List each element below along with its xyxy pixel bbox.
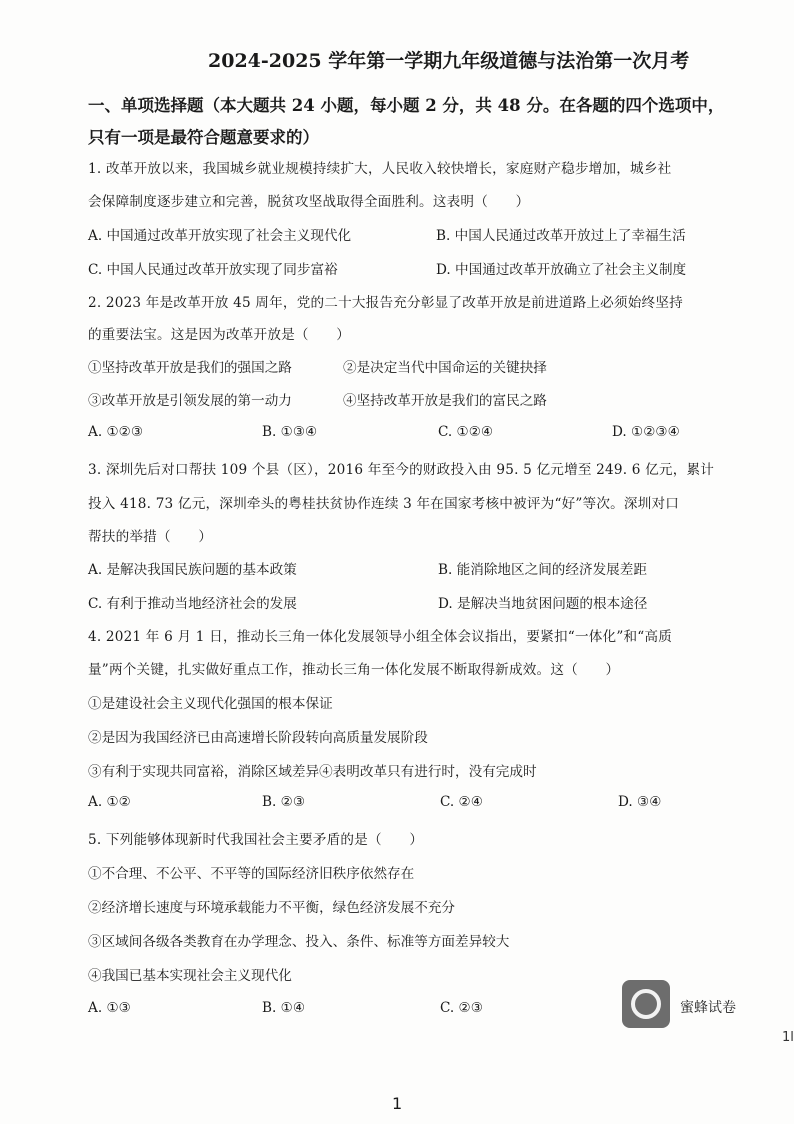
watermark-text: 蜜蜂试卷 (680, 1000, 736, 1016)
q1-option-d: D. 中国通过改革开放确立了社会主义制度 (436, 262, 687, 278)
q1-option-c: C. 中国人民通过改革开放实现了同步富裕 (88, 262, 338, 278)
q5-statement-2: ②经济增长速度与环境承载能力不平衡，绿色经济发展不充分 (88, 900, 456, 916)
q2-statement-4: ④坚持改革开放是我们的富民之路 (343, 393, 547, 409)
exam-title: 2024-2025 学年第一学期九年级道德与法治第一次月考 (208, 50, 690, 72)
q5-statement-3: ③区域间各级各类教育在办学理念、投入、条件、标准等方面差异较大 (88, 934, 510, 950)
q5-option-a: A. ①③ (88, 1000, 131, 1016)
page-number: 1 (392, 1094, 403, 1113)
q3-stem-line-3: 帮扶的举措（ ） (88, 529, 213, 545)
q4-option-b: B. ②③ (262, 794, 306, 810)
q2-stem-line-2: 的重要法宝。这是因为改革开放是（ ） (88, 327, 351, 343)
q4-statement-2: ②是因为我国经济已由高速增长阶段转向高质量发展阶段 (88, 730, 428, 746)
q4-option-a: A. ①② (88, 794, 131, 810)
section-heading-line-2: 只有一项是最符合题意要求的） (88, 128, 319, 147)
q4-stem-line-2: 量”两个关键，扎实做好重点工作，推动长三角一体化发展不断取得新成效。这（ ） (88, 662, 620, 678)
q5-stem-line-1: 5. 下列能够体现新时代我国社会主要矛盾的是（ ） (88, 832, 424, 848)
q5-option-c: C. ②③ (440, 1000, 483, 1016)
q3-option-b: B. 能消除地区之间的经济发展差距 (438, 562, 647, 578)
q2-option-a: A. ①②③ (88, 424, 144, 440)
q1-option-a: A. 中国通过改革开放实现了社会主义现代化 (88, 228, 352, 244)
q1-option-b: B. 中国人民通过改革开放过上了幸福生活 (436, 228, 686, 244)
q5-statement-4: ④我国已基本实现社会主义现代化 (88, 968, 292, 984)
q3-option-c: C. 有利于推动当地经济社会的发展 (88, 596, 297, 612)
q4-stem-line-1: 4. 2021 年 6 月 1 日，推动长三角一体化发展领导小组全体会议指出，要紧扣“一体化”和“高质 (88, 629, 673, 645)
q3-option-a: A. 是解决我国民族问题的基本政策 (88, 562, 297, 578)
q3-option-d: D. 是解决当地贫困问题的根本途径 (438, 596, 648, 612)
bee-logo-icon (622, 980, 670, 1028)
q2-stem-line-1: 2. 2023 年是改革开放 45 周年，党的二十大报告充分彰显了改革开放是前进道路上必须始终坚持 (88, 295, 683, 311)
q5-option-b: B. ①④ (262, 1000, 306, 1016)
q2-statement-2: ②是决定当代中国命运的关键抉择 (343, 360, 547, 376)
q5-statement-1: ①不合理、不公平、不平等的国际经济旧秩序依然存在 (88, 866, 415, 882)
q1-stem-line-1: 1. 改革开放以来，我国城乡就业规模持续扩大，人民收入较快增长，家庭财产稳步增加，城乡社 (88, 161, 672, 177)
q3-stem-line-2: 投入 418. 73 亿元，深圳牵头的粤桂扶贫协作连续 3 年在国家考核中被评为“好”等次。深圳对口 (88, 496, 680, 512)
edge-mark: 1l (782, 1030, 794, 1045)
q1-stem-line-2: 会保障制度逐步建立和完善，脱贫攻坚战取得全面胜利。这表明（ ） (88, 194, 530, 210)
q4-option-c: C. ②④ (440, 794, 483, 810)
q4-statement-1: ①是建设社会主义现代化强国的根本保证 (88, 696, 333, 712)
q2-statement-3: ③改革开放是引领发展的第一动力 (88, 393, 292, 409)
q2-option-c: C. ①②④ (438, 424, 494, 440)
q2-option-b: B. ①③④ (262, 424, 318, 440)
q2-option-d: D. ①②③④ (612, 424, 680, 440)
q2-statement-1: ①坚持改革开放是我们的强国之路 (88, 360, 292, 376)
q4-statement-3-4: ③有利于实现共同富裕，消除区域差异④表明改革只有进行时，没有完成时 (88, 764, 537, 780)
section-heading-line-1: 一、单项选择题（本大题共 24 小题，每小题 2 分，共 48 分。在各题的四个选项中， (88, 96, 725, 115)
q3-stem-line-1: 3. 深圳先后对口帮扶 109 个县（区），2016 年至今的财政投入由 95. 5 亿元增至 249. 6 亿元，累计 (88, 462, 715, 478)
q4-option-d: D. ③④ (618, 794, 662, 810)
